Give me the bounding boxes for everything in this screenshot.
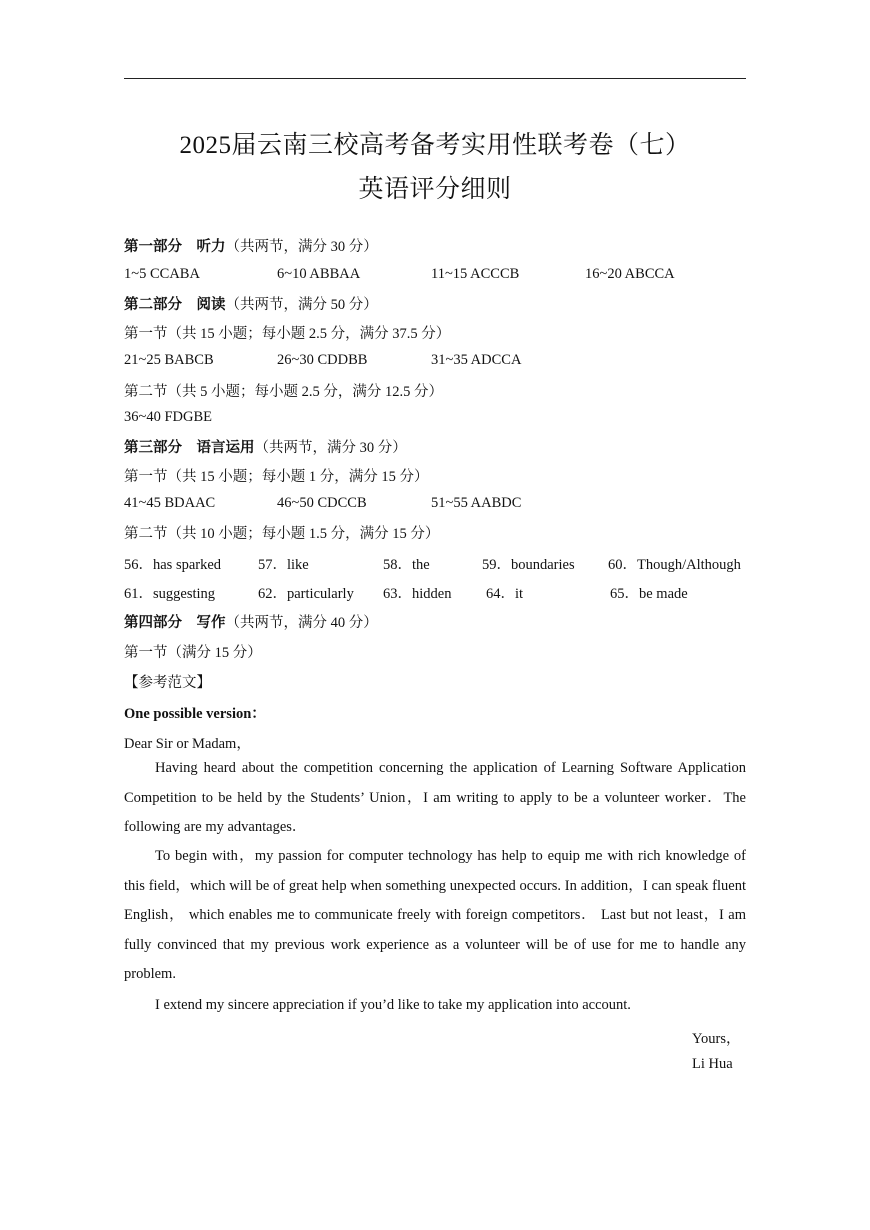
- part2-heading: [124, 293, 378, 314]
- answer-group: 31~35 ADCCA: [431, 352, 522, 368]
- part4-title: 第四部分 写作: [124, 615, 226, 631]
- letter-signature: Li Hua: [692, 1056, 733, 1072]
- answer-item: 60．Though/Although: [608, 557, 741, 573]
- letter-paragraph: Having heard about the competition concerning the application of Learning Software Application Competition to be held by the Students’ Union，I am writing to apply to be a volunteer worker．The following are my advantages．: [124, 760, 746, 835]
- part2-section2-note: 第二节（共 5 小题；每小题 2.5 分，满分 12.5 分）: [124, 384, 443, 400]
- version-label: One possible version：: [124, 706, 266, 722]
- answer-group: 41~45 BDAAC: [124, 495, 216, 511]
- part4-note: （共两节，满分 40 分）: [225, 615, 378, 631]
- part3-section1-note: 第一节（共 15 小题；每小题 1 分，满分 15 分）: [124, 469, 429, 485]
- part2-title: 第二部分 阅读: [124, 297, 226, 313]
- answer-item: 58．the: [383, 557, 430, 573]
- answer-group: 21~25 BABCB: [124, 352, 214, 368]
- part1-title: 第一部分 听力: [124, 239, 226, 255]
- letter-paragraph: To begin with，my passion for computer technology has help to equip me with rich knowledge of this field，which will be of great help when something unexpected occurs. In addition，I can speak fluent English， which enables me to communicate freely with foreign competitors． Last but not least，I am fully convinced that my previous work experience as a volunteer will be of use for me to handle any problem.: [124, 848, 746, 982]
- answer-item: 65．be made: [610, 586, 688, 602]
- letter-closing: Yours，: [692, 1031, 741, 1047]
- part3-title: 第三部分 语言运用: [124, 440, 255, 456]
- document-subtitle: 英语评分细则: [358, 176, 512, 203]
- part4-section1-note: 第一节（满分 15 分）: [124, 645, 262, 661]
- answer-item: 56．has sparked: [124, 557, 222, 573]
- answer-group: 26~30 CDDBB: [277, 352, 368, 368]
- reference-label: 【参考范文】: [124, 675, 211, 691]
- answer-group: 1~5 CCABA: [124, 266, 200, 282]
- part1-heading: [124, 235, 378, 256]
- answer-group: 51~55 AABDC: [431, 495, 522, 511]
- answer-group: 36~40 FDGBE: [124, 409, 213, 425]
- document-title: 2025届云南三校高考备考实用性联考卷（七）: [179, 132, 691, 159]
- part3-heading: [124, 436, 407, 457]
- answer-item: 57．like: [258, 557, 309, 573]
- letter-salutation: Dear Sir or Madam，: [124, 736, 251, 752]
- part1-note: （共两节，满分 30 分）: [225, 239, 378, 255]
- answer-group: 16~20 ABCCA: [585, 266, 675, 282]
- answer-group: 6~10 ABBAA: [277, 266, 361, 282]
- letter-paragraph: I extend my sincere appreciation if you’d like to take my application into account.: [155, 997, 631, 1013]
- answer-group: 46~50 CDCCB: [277, 495, 367, 511]
- part4-heading: [124, 611, 378, 632]
- top-rule: [124, 78, 746, 79]
- answer-group: 11~15 ACCCB: [431, 266, 520, 282]
- part2-section1-note: 第一节（共 15 小题；每小题 2.5 分，满分 37.5 分）: [124, 326, 451, 342]
- answer-item: 59．boundaries: [482, 557, 575, 573]
- answer-item: 61．suggesting: [124, 586, 216, 602]
- answer-item: 63．hidden: [383, 586, 452, 602]
- part3-section2-note: 第二节（共 10 小题；每小题 1.5 分，满分 15 分）: [124, 526, 440, 542]
- part3-note: （共两节，满分 30 分）: [254, 440, 407, 456]
- answer-item: 62．particularly: [258, 586, 354, 602]
- answer-item: 64．it: [486, 586, 524, 602]
- part2-note: （共两节，满分 50 分）: [225, 297, 378, 313]
